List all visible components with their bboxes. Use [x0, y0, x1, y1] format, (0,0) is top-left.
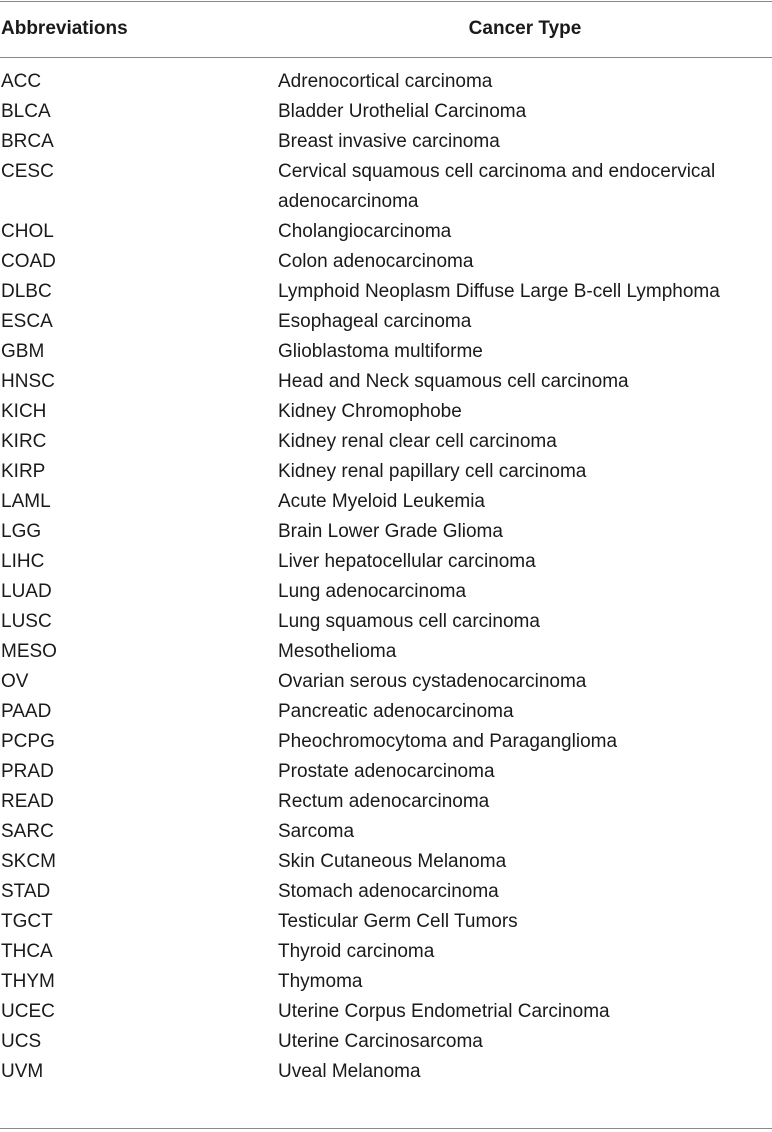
table-row — [0, 97, 772, 127]
table-row — [0, 247, 772, 277]
abbreviation-cell: THCA — [1, 941, 53, 962]
table-row — [0, 907, 772, 937]
abbreviation-cell: SKCM — [1, 851, 56, 872]
abbreviation-cell: PCPG — [1, 731, 55, 752]
cancer-type-cell: Skin Cutaneous Melanoma — [278, 851, 507, 872]
abbreviation-cell: LIHC — [1, 551, 45, 572]
cancer-type-cell: Glioblastoma multiforme — [278, 341, 483, 362]
table-row — [0, 937, 772, 967]
abbreviation-cell: LAML — [1, 491, 51, 512]
cancer-type-cell: Cholangiocarcinoma — [278, 221, 452, 242]
header-abbreviations: Abbreviations — [1, 18, 128, 39]
abbreviation-cell: COAD — [1, 251, 56, 272]
cancer-type-cell: Sarcoma — [278, 821, 355, 842]
table-row — [0, 487, 772, 517]
table-row — [0, 127, 772, 157]
cancer-type-cell: Uterine Corpus Endometrial Carcinoma — [278, 1001, 610, 1022]
table-row — [0, 217, 772, 247]
abbreviation-cell: LGG — [1, 521, 42, 542]
abbreviation-cell: UCEC — [1, 1001, 55, 1022]
abbreviation-cell: SARC — [1, 821, 54, 842]
cancer-type-cell: Pancreatic adenocarcinoma — [278, 701, 514, 722]
cancer-type-cell: Lymphoid Neoplasm Diffuse Large B-cell Lymphoma — [278, 281, 720, 302]
table-row — [0, 577, 772, 607]
cancer-type-cell: Mesothelioma — [278, 641, 397, 662]
cancer-type-cell: Head and Neck squamous cell carcinoma — [278, 371, 629, 392]
header-bottom-rule — [0, 57, 772, 58]
table-row — [0, 727, 772, 757]
abbreviation-cell: CESC — [1, 161, 54, 182]
table-row — [0, 427, 772, 457]
cancer-type-cell: Breast invasive carcinoma — [278, 131, 500, 152]
cancer-type-cell: Esophageal carcinoma — [278, 311, 472, 332]
cancer-type-cell: Acute Myeloid Leukemia — [278, 491, 485, 512]
cancer-type-cell: Rectum adenocarcinoma — [278, 791, 490, 812]
cancer-type-cell: Kidney Chromophobe — [278, 401, 462, 422]
cancer-type-cell: Uveal Melanoma — [278, 1061, 421, 1082]
abbreviation-cell: MESO — [1, 641, 57, 662]
table-row — [0, 67, 772, 97]
abbreviation-cell: PRAD — [1, 761, 54, 782]
table-row — [0, 397, 772, 427]
abbreviation-cell: DLBC — [1, 281, 52, 302]
abbreviation-cell: HNSC — [1, 371, 55, 392]
cancer-type-cell: Prostate adenocarcinoma — [278, 761, 495, 782]
table-row — [0, 157, 772, 217]
table-row — [0, 1027, 772, 1057]
abbreviation-cell: KIRC — [1, 431, 47, 452]
table-row — [0, 517, 772, 547]
table-row — [0, 367, 772, 397]
cancer-type-cell: Pheochromocytoma and Paraganglioma — [278, 731, 618, 752]
table-row — [0, 697, 772, 727]
cancer-type-cell: Kidney renal papillary cell carcinoma — [278, 461, 587, 482]
cancer-type-cell: Adrenocortical carcinoma — [278, 71, 493, 92]
abbreviation-cell: LUAD — [1, 581, 52, 602]
table-row — [0, 637, 772, 667]
abbreviation-cell: THYM — [1, 971, 55, 992]
cancer-type-cell: Thymoma — [278, 971, 363, 992]
table-row — [0, 277, 772, 307]
table-row — [0, 457, 772, 487]
table-row — [0, 337, 772, 367]
abbreviation-cell: BLCA — [1, 101, 51, 122]
table-header — [0, 2, 772, 57]
abbreviation-cell: CHOL — [1, 221, 54, 242]
cancer-type-cell: Kidney renal clear cell carcinoma — [278, 431, 557, 452]
table-row — [0, 547, 772, 577]
abbreviation-cell: TGCT — [1, 911, 53, 932]
abbreviation-cell: KICH — [1, 401, 47, 422]
abbreviation-cell: LUSC — [1, 611, 52, 632]
cancer-type-cell: Cervical squamous cell carcinoma and endocervical adenocarcinoma — [278, 161, 716, 212]
abbreviation-cell: ACC — [1, 71, 42, 92]
cancer-type-cell: Thyroid carcinoma — [278, 941, 435, 962]
abbreviation-cell: KIRP — [1, 461, 46, 482]
table-row — [0, 757, 772, 787]
table-row — [0, 997, 772, 1027]
table-row — [0, 817, 772, 847]
cancer-type-cell: Lung squamous cell carcinoma — [278, 611, 540, 632]
abbreviation-cell: STAD — [1, 881, 51, 902]
cancer-type-cell: Brain Lower Grade Glioma — [278, 521, 503, 542]
abbreviation-cell: PAAD — [1, 701, 52, 722]
table-row — [0, 667, 772, 697]
abbreviation-cell: OV — [1, 671, 29, 692]
cancer-type-cell: Stomach adenocarcinoma — [278, 881, 499, 902]
abbreviation-cell: GBM — [1, 341, 45, 362]
table-row — [0, 307, 772, 337]
table-row — [0, 607, 772, 637]
cancer-type-cell: Ovarian serous cystadenocarcinoma — [278, 671, 587, 692]
table-row — [0, 847, 772, 877]
cancer-type-cell: Colon adenocarcinoma — [278, 251, 474, 272]
cancer-type-cell: Testicular Germ Cell Tumors — [278, 911, 518, 932]
abbreviation-cell: UVM — [1, 1061, 44, 1082]
table-row — [0, 1057, 772, 1087]
table-row — [0, 877, 772, 907]
abbreviation-cell: UCS — [1, 1031, 42, 1052]
table-bottom-rule — [0, 1128, 772, 1129]
table-row — [0, 787, 772, 817]
abbreviation-cell: ESCA — [1, 311, 53, 332]
cancer-type-cell: Bladder Urothelial Carcinoma — [278, 101, 527, 122]
table-body — [0, 67, 772, 1087]
abbreviation-cell: BRCA — [1, 131, 54, 152]
cancer-type-cell: Uterine Carcinosarcoma — [278, 1031, 483, 1052]
header-cancer-type: Cancer Type — [468, 18, 582, 39]
table-row — [0, 967, 772, 997]
abbreviation-cell: READ — [1, 791, 54, 812]
cancer-type-cell: Liver hepatocellular carcinoma — [278, 551, 536, 572]
cancer-type-cell: Lung adenocarcinoma — [278, 581, 467, 602]
